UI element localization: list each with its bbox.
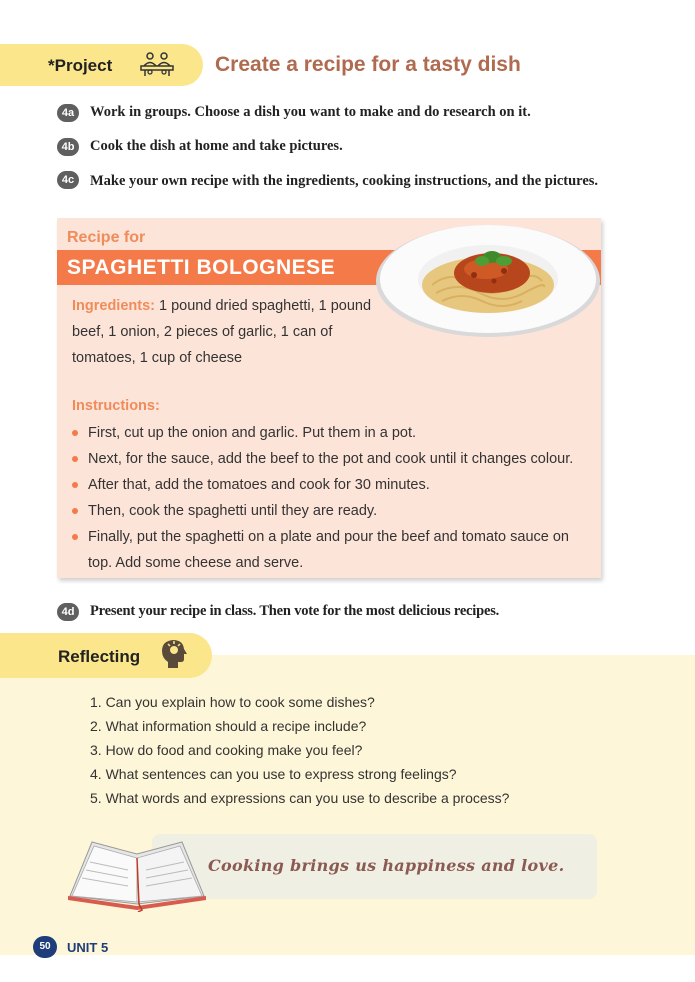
reflecting-questions bbox=[90, 690, 509, 810]
page-number: 50 bbox=[33, 936, 57, 958]
bullet-icon bbox=[72, 534, 78, 540]
step-badge-4b: 4b bbox=[57, 138, 79, 156]
bullet-icon bbox=[72, 508, 78, 514]
question-item: 2. What information should a recipe include? bbox=[90, 718, 367, 734]
step-text-4d: Present your recipe in class. Then vote for the most delicious recipes. bbox=[90, 603, 500, 619]
question-item: 4. What sentences can you use to express strong feelings? bbox=[90, 766, 457, 782]
step-text-4c: Make your own recipe with the ingredients, cooking instructions, and the pictures. bbox=[90, 173, 599, 189]
step-text-4a: Work in groups. Choose a dish you want to make and do research on it. bbox=[90, 104, 531, 120]
ingredients-value: 1 pound dried spaghetti, 1 pound beef, 1 onion, 2 pieces of garlic, 1 can of tomatoes, 1 cup of cheese bbox=[72, 298, 372, 366]
instruction-item: Finally, put the spaghetti on a plate and pour the beef and tomato sauce on top. Add some cheese and serve. bbox=[72, 524, 590, 576]
quote-text: Cooking brings us happiness and love. bbox=[208, 856, 565, 875]
instruction-item: First, cut up the onion and garlic. Put them in a pot. bbox=[72, 420, 590, 446]
step-text-4b: Cook the dish at home and take pictures. bbox=[90, 138, 343, 154]
ingredients-label: Ingredients: bbox=[72, 298, 155, 314]
ingredients-text bbox=[72, 293, 372, 371]
step-badge-4a: 4a bbox=[57, 104, 79, 122]
bullet-icon bbox=[72, 482, 78, 488]
open-book-icon bbox=[62, 832, 212, 912]
reflecting-label: Reflecting bbox=[58, 647, 141, 666]
instruction-item: Next, for the sauce, add the beef to the pot and cook until it changes colour. bbox=[72, 446, 590, 472]
bullet-icon bbox=[72, 456, 78, 462]
recipe-for-label: Recipe for bbox=[67, 229, 146, 246]
step-badge-4c: 4c bbox=[57, 171, 79, 189]
question-item: 1. Can you explain how to cook some dishes? bbox=[90, 694, 375, 710]
instructions-label: Instructions: bbox=[72, 398, 160, 414]
spaghetti-plate-image bbox=[370, 219, 602, 339]
question-item: 5. What words and expressions can you use to describe a process? bbox=[90, 790, 510, 806]
instructions-list bbox=[72, 420, 590, 576]
instruction-item: Then, cook the spaghetti until they are ready. bbox=[72, 498, 590, 524]
instruction-item: After that, add the tomatoes and cook for 30 minutes. bbox=[72, 472, 590, 498]
group-work-icon bbox=[138, 50, 176, 78]
thinking-head-icon bbox=[160, 638, 190, 670]
step-badge-4d: 4d bbox=[57, 603, 79, 621]
project-label: *Project bbox=[48, 56, 113, 75]
recipe-title: SPAGHETTI BOLOGNESE bbox=[67, 256, 336, 279]
project-title: Create a recipe for a tasty dish bbox=[215, 53, 521, 76]
bullet-icon bbox=[72, 430, 78, 436]
unit-label: UNIT 5 bbox=[67, 940, 109, 955]
question-item: 3. How do food and cooking make you feel? bbox=[90, 742, 363, 758]
